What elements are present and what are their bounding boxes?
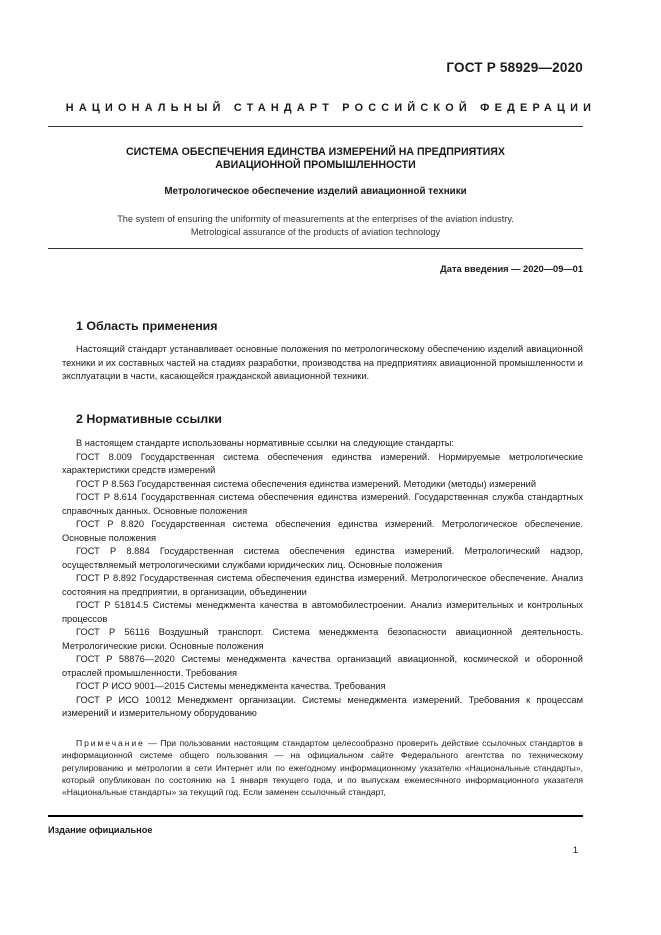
header-divider	[48, 126, 583, 127]
footer-divider	[48, 815, 583, 817]
note-paragraph	[62, 737, 583, 798]
page-number: 1	[572, 845, 578, 855]
document-subtitle: Метрологическое обеспечение изделий авиационной техники	[164, 186, 467, 197]
note-label: Примечание	[76, 738, 145, 748]
section-1-body	[62, 343, 583, 384]
reference-item: ГОСТ Р ИСО 9001—2015 Системы менеджмента качества. Требования	[76, 681, 386, 691]
english-title-line-1: The system of ensuring the uniformity of measurements at the enterprises of the aviation industry.	[117, 214, 514, 224]
note-block	[62, 737, 583, 798]
document-title-line-1: СИСТЕМА ОБЕСПЕЧЕНИЯ ЕДИНСТВА ИЗМЕРЕНИЙ НА ПРЕДПРИЯТИЯХ	[126, 146, 505, 158]
english-title	[48, 213, 583, 238]
reference-item: ГОСТ Р 51814.5 Системы менеджмента качества в автомобилестроении. Анализ измерительных и контрольных процессов	[62, 600, 583, 624]
reference-item: ГОСТ Р 8.614 Государственная система обеспечения единства измерений. Государственная служба стандартных справочных данных. Основные положения	[62, 492, 583, 516]
document-title-line-2: АВИАЦИОННОЙ ПРОМЫШЛЕННОСТИ	[215, 159, 416, 171]
title-divider	[48, 248, 583, 249]
section-1-heading: 1 Область применения	[76, 319, 218, 333]
section-1-paragraph: Настоящий стандарт устанавливает основные положения по метрологическому обеспечению изделий авиационной техники и их составных частей на стадиях разработки, производства на предприятиях авиационной промышленности и эксплуатации в части, касающейся гражданской авиационной техники.	[62, 344, 583, 381]
official-edition-label: Издание официальное	[48, 825, 153, 835]
reference-item: ГОСТ 8.009 Государственная система обеспечения единства измерений. Нормируемые метрологические характеристики средств измерений	[62, 451, 583, 475]
reference-item: ГОСТ Р 8.820 Государственная система обеспечения единства измерений. Метрологическое обеспечение. Основные положения	[62, 519, 583, 543]
introduction-date: Дата введения — 2020—09—01	[440, 264, 583, 274]
english-title-line-2: Metrological assurance of the products of aviation technology	[190, 226, 441, 237]
references-intro: В настоящем стандарте использованы нормативные ссылки на следующие стандарты:	[76, 438, 455, 448]
section-2-heading: 2 Нормативные ссылки	[76, 412, 222, 426]
section-2-body	[62, 437, 583, 721]
document-title	[48, 146, 583, 172]
national-standard-title: НАЦИОНАЛЬНЫЙ СТАНДАРТ РОССИЙСКОЙ ФЕДЕРАЦИИ	[65, 102, 597, 114]
standard-number: ГОСТ Р 58929—2020	[446, 60, 583, 75]
reference-item: ГОСТ Р 56116 Воздушный транспорт. Система менеджмента безопасности авиационной деятельность. Метрологические риски. Основные положения	[62, 627, 583, 651]
reference-item: ГОСТ Р 8.884 Государственная система обеспечения единства измерений. Метрологический надзор, осуществляемый метрологическими службами юридических лиц. Основные положения	[62, 546, 583, 570]
reference-item: ГОСТ Р 58876—2020 Системы менеджмента качества организаций авиационной, космической и оборонной отраслей промышленности. Требования	[62, 654, 583, 678]
reference-item: ГОСТ Р ИСО 10012 Менеджмент организации. Системы менеджмента измерений. Требования к процессам измерений и измерительному оборудованию	[62, 694, 583, 718]
reference-item: ГОСТ Р 8.892 Государственная система обеспечения единства измерений. Метрологическое обеспечение. Анализ состояния на предприятии, в организации, объединении	[62, 573, 583, 597]
reference-item: ГОСТ Р 8.563 Государственная система обеспечения единства измерений. Методики (методы) измерений	[76, 478, 537, 489]
note-text: — При пользовании настоящим стандартом целесообразно проверить действие ссылочных стандартов в информационной системе общего пользования — на официальном сайте Федерального агентства по техническому регулированию и метрологии в сети Интернет или по ежегодному информационному указателю «Национальные стандарты», который опубликован по состоянию на 1 января текущего года, и по выпускам ежемесячного информационного указателя «Национальные стандарты» за текущий год. Если заменен ссылочный стандарт,	[62, 738, 583, 798]
